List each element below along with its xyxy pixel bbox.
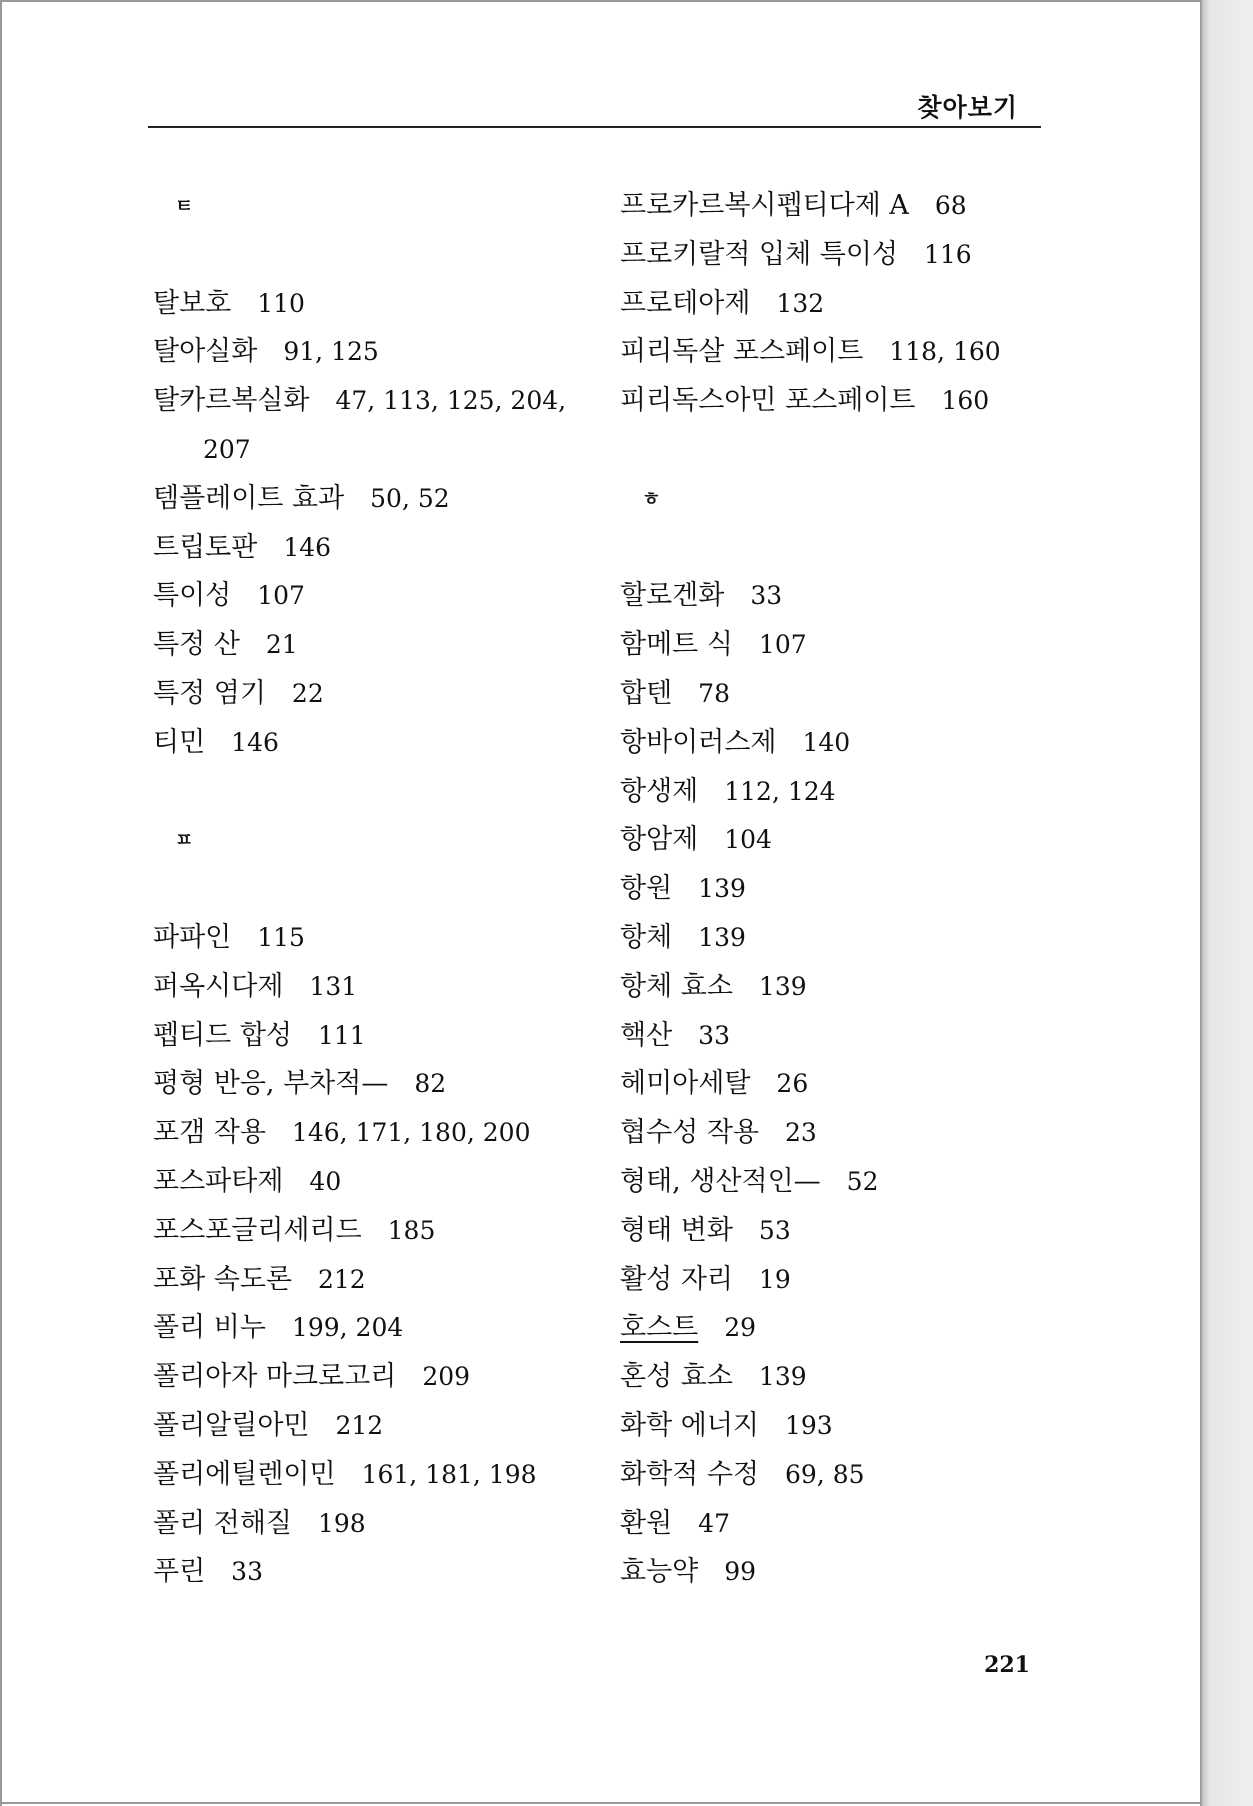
index-entry-pages: 207 bbox=[203, 434, 251, 464]
page-border-left bbox=[0, 0, 2, 1806]
index-entry-term: 프로키랄적 입체 특이성 bbox=[620, 238, 898, 270]
index-entry bbox=[620, 1304, 1080, 1353]
index-entry-term: 헤미아세탈 bbox=[620, 1068, 751, 1100]
index-entry bbox=[620, 963, 1080, 1012]
index-entry-term: 핵산 bbox=[620, 1019, 673, 1051]
index-entry bbox=[620, 1109, 1080, 1158]
index-entry bbox=[620, 1158, 1080, 1207]
index-entry-term: 탈아실화 bbox=[153, 336, 258, 368]
index-entry-term: 포갬 작용 bbox=[153, 1117, 266, 1149]
index-entry-term: 탈카르복실화 bbox=[153, 385, 310, 417]
index-entry bbox=[620, 1256, 1080, 1305]
index-entry-pages: 99 bbox=[724, 1557, 757, 1587]
header-rule bbox=[148, 126, 1041, 128]
index-entry-pages: 29 bbox=[724, 1313, 757, 1343]
index-entry-pages: 139 bbox=[698, 922, 746, 952]
index-entry-pages: 33 bbox=[231, 1557, 263, 1587]
index-entry bbox=[153, 1548, 613, 1597]
index-entry-term: 합텐 bbox=[620, 677, 673, 709]
index-entry-term: 특이성 bbox=[153, 580, 232, 612]
index-entry bbox=[620, 621, 1080, 670]
section-spacer bbox=[153, 768, 613, 817]
index-entry bbox=[153, 1207, 613, 1256]
index-entry-term: 포스포글리세리드 bbox=[153, 1214, 362, 1246]
index-entry-term: 포스파타제 bbox=[153, 1165, 284, 1197]
index-entry-pages: 107 bbox=[257, 581, 305, 611]
section-letter: ㅎ bbox=[642, 487, 661, 510]
index-entry-pages: 161, 181, 198 bbox=[361, 1459, 537, 1489]
index-entry bbox=[153, 475, 613, 524]
section-spacer bbox=[620, 426, 1080, 475]
index-entry-term: 항암제 bbox=[620, 824, 699, 856]
index-entry-pages: 139 bbox=[758, 1362, 807, 1392]
index-entry bbox=[620, 377, 1080, 426]
index-entry bbox=[620, 1548, 1080, 1597]
index-entry-term: 특정 산 bbox=[153, 629, 240, 661]
index-entry-term: 환원 bbox=[620, 1507, 673, 1539]
index-entry-pages: 146, 171, 180, 200 bbox=[291, 1118, 531, 1148]
index-entry-term: 트립토판 bbox=[153, 531, 258, 563]
index-entry bbox=[620, 1012, 1080, 1061]
index-entry-pages: 118, 160 bbox=[889, 337, 1001, 367]
index-entry-term: 항원 bbox=[620, 873, 673, 905]
index-entry bbox=[620, 768, 1080, 817]
index-entry-pages: 146 bbox=[283, 532, 332, 562]
index-entry bbox=[153, 280, 613, 329]
index-entry bbox=[620, 1060, 1080, 1109]
index-entry-pages: 104 bbox=[724, 825, 772, 855]
index-entry bbox=[153, 1402, 613, 1451]
index-entry-pages: 112, 124 bbox=[724, 776, 836, 806]
index-entry-term: 혼성 효소 bbox=[620, 1361, 733, 1393]
index-entry-pages: 107 bbox=[758, 630, 807, 660]
index-entry bbox=[153, 377, 613, 426]
index-entry-pages: 116 bbox=[924, 239, 972, 269]
index-entry-pages: 21 bbox=[265, 630, 298, 660]
index-entry bbox=[620, 280, 1080, 329]
index-entry-term: 형태, 생산적인— bbox=[620, 1165, 821, 1197]
index-entry bbox=[620, 1451, 1080, 1500]
index-entry-pages: 22 bbox=[291, 678, 324, 708]
index-entry-term: 퍼옥시다제 bbox=[153, 970, 284, 1002]
index-entry bbox=[153, 621, 613, 670]
index-entry-term: 피리독스아민 포스페이트 bbox=[620, 385, 916, 417]
index-entry bbox=[620, 1207, 1080, 1256]
index-entry-term: 폴리에틸렌이민 bbox=[153, 1458, 336, 1490]
index-entry bbox=[620, 1500, 1080, 1549]
index-entry bbox=[153, 1158, 613, 1207]
index-entry-term: 포화 속도론 bbox=[153, 1263, 292, 1295]
index-entry-pages: 193 bbox=[785, 1410, 833, 1440]
index-entry-pages: 209 bbox=[422, 1362, 471, 1392]
index-entry-term: 특정 염기 bbox=[153, 677, 266, 709]
index-entry bbox=[153, 328, 613, 377]
index-entry-pages: 91, 125 bbox=[283, 337, 379, 367]
section-spacer bbox=[620, 524, 1080, 573]
index-entry-term: 폴리알릴아민 bbox=[153, 1409, 310, 1441]
index-entry bbox=[153, 1353, 613, 1402]
index-entry-term: 푸린 bbox=[153, 1556, 206, 1588]
index-entry-pages: 69, 85 bbox=[785, 1459, 865, 1489]
index-entry-term: 항체 효소 bbox=[620, 970, 733, 1002]
index-entry-pages: 212 bbox=[318, 1264, 366, 1294]
index-entry bbox=[153, 963, 613, 1012]
index-entry-pages: 40 bbox=[309, 1166, 342, 1196]
index-entry bbox=[153, 572, 613, 621]
index-entry bbox=[620, 572, 1080, 621]
index-column-left bbox=[153, 182, 613, 1597]
index-entry bbox=[153, 719, 613, 768]
index-entry bbox=[620, 816, 1080, 865]
index-entry-term: 피리독살 포스페이트 bbox=[620, 336, 864, 368]
index-entry-pages: 52 bbox=[846, 1166, 879, 1196]
index-entry-pages: 82 bbox=[414, 1069, 447, 1099]
index-entry-term: 화학적 수정 bbox=[620, 1458, 759, 1490]
index-entry bbox=[620, 670, 1080, 719]
index-entry bbox=[620, 719, 1080, 768]
index-entry bbox=[620, 1402, 1080, 1451]
index-entry bbox=[153, 524, 613, 573]
index-entry-term: 탈보호 bbox=[153, 287, 232, 319]
index-entry-term: 평형 반응, 부차적— bbox=[153, 1068, 389, 1100]
index-entry-term: 파파인 bbox=[153, 921, 232, 953]
index-entry-term: 형태 변화 bbox=[620, 1214, 733, 1246]
index-entry-pages: 111 bbox=[318, 1020, 366, 1050]
index-entry bbox=[153, 1012, 613, 1061]
index-entry-term: 할로겐화 bbox=[620, 580, 725, 612]
index-entry-pages: 47 bbox=[698, 1508, 730, 1538]
index-entry bbox=[153, 1304, 613, 1353]
index-entry-pages: 50, 52 bbox=[370, 483, 450, 513]
index-entry bbox=[153, 1109, 613, 1158]
page-border-bottom bbox=[0, 1802, 1200, 1804]
index-entry-pages: 47, 113, 125, 204, bbox=[335, 386, 567, 416]
index-entry-term: 폴리 전해질 bbox=[153, 1507, 292, 1539]
index-entry-pages: 33 bbox=[750, 581, 783, 611]
index-entry-continuation bbox=[153, 426, 613, 475]
index-entry-pages: 199, 204 bbox=[291, 1313, 404, 1343]
index-entry-term: 폴리아자 마크로고리 bbox=[153, 1361, 397, 1393]
index-entry-term: 호스트 bbox=[620, 1312, 699, 1344]
index-entry-term: 템플레이트 효과 bbox=[153, 482, 345, 514]
index-entry-pages: 23 bbox=[785, 1118, 817, 1148]
index-entry bbox=[153, 914, 613, 963]
index-entry-pages: 139 bbox=[758, 971, 807, 1001]
index-entry-pages: 212 bbox=[335, 1410, 384, 1440]
index-entry bbox=[620, 328, 1080, 377]
index-entry bbox=[620, 231, 1080, 280]
section-spacer bbox=[153, 865, 613, 914]
index-entry-term: 효능약 bbox=[620, 1556, 699, 1588]
index-entry-pages: 26 bbox=[776, 1069, 809, 1099]
viewer-background bbox=[1200, 0, 1253, 1806]
index-entry-pages: 198 bbox=[318, 1508, 366, 1538]
page-border-top bbox=[0, 0, 1200, 2]
index-entry-term: 활성 자리 bbox=[620, 1263, 733, 1295]
index-entry-term: 프로카르복시펩티다제 A bbox=[620, 190, 909, 221]
index-entry-pages: 19 bbox=[758, 1264, 791, 1294]
index-entry-term: 티민 bbox=[153, 726, 206, 758]
index-entry-term: 함메트 식 bbox=[620, 629, 733, 661]
page-number: 221 bbox=[984, 1652, 1030, 1678]
index-entry-term: 화학 에너지 bbox=[620, 1409, 759, 1441]
index-entry-term: 프로테아제 bbox=[620, 287, 751, 319]
index-entry-pages: 131 bbox=[309, 971, 358, 1001]
index-entry-pages: 146 bbox=[231, 727, 279, 757]
index-entry bbox=[153, 1256, 613, 1305]
index-entry-term: 항체 bbox=[620, 921, 673, 953]
index-entry bbox=[153, 1500, 613, 1549]
index-entry-pages: 110 bbox=[257, 288, 305, 318]
index-entry bbox=[620, 865, 1080, 914]
index-entry bbox=[620, 1353, 1080, 1402]
index-entry-term: 펩티드 합성 bbox=[153, 1019, 292, 1051]
index-entry-pages: 115 bbox=[257, 922, 305, 952]
index-entry-pages: 140 bbox=[802, 727, 851, 757]
index-entry bbox=[620, 182, 1080, 231]
index-entry-pages: 78 bbox=[698, 678, 730, 708]
section-letter: ㅍ bbox=[175, 829, 194, 852]
index-entry-pages: 53 bbox=[758, 1215, 791, 1245]
index-entry-term: 협수성 작용 bbox=[620, 1117, 759, 1149]
index-entry-pages: 139 bbox=[698, 874, 746, 904]
section-spacer bbox=[153, 231, 613, 280]
index-entry bbox=[153, 1060, 613, 1109]
index-entry bbox=[620, 914, 1080, 963]
index-entry-pages: 160 bbox=[941, 386, 990, 416]
index-entry-pages: 68 bbox=[934, 191, 967, 220]
index-entry-pages: 132 bbox=[776, 288, 825, 318]
index-column-right bbox=[620, 182, 1080, 1597]
index-entry bbox=[153, 1451, 613, 1500]
section-letter: ㅌ bbox=[175, 195, 194, 217]
running-header-title: 찾아보기 bbox=[917, 93, 1018, 122]
index-entry bbox=[153, 670, 613, 719]
index-entry-pages: 33 bbox=[698, 1020, 730, 1050]
index-entry-pages: 185 bbox=[387, 1215, 436, 1245]
index-entry-term: 폴리 비누 bbox=[153, 1312, 266, 1344]
index-entry-term: 항생제 bbox=[620, 775, 699, 807]
index-entry-term: 항바이러스제 bbox=[620, 726, 777, 758]
